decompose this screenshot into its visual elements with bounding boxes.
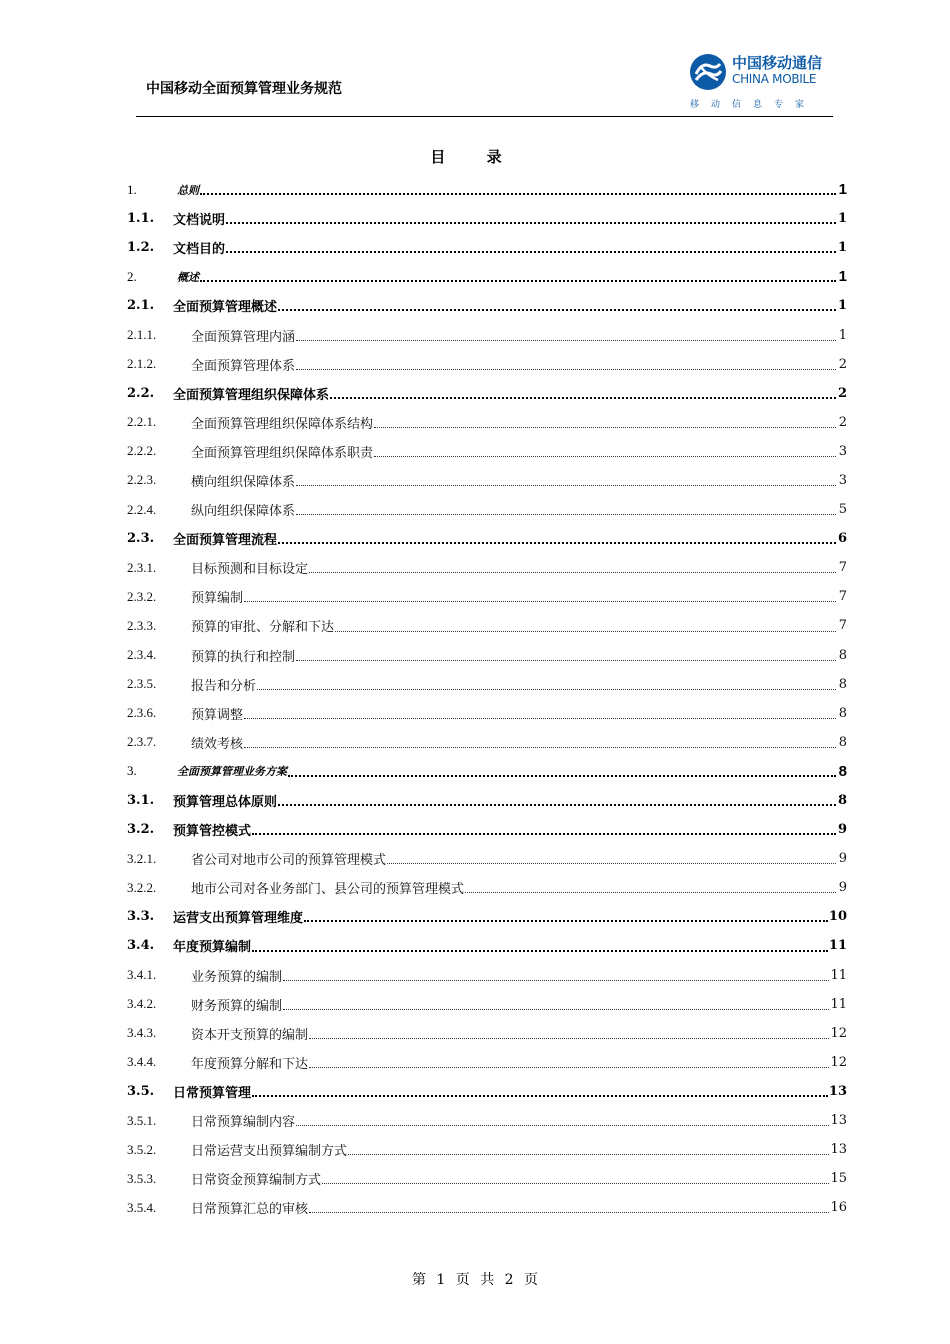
toc-dot-leader bbox=[252, 950, 828, 952]
toc-entry-page: 8 bbox=[838, 762, 847, 780]
toc-entry-page: 7 bbox=[838, 589, 847, 605]
toc-dot-leader bbox=[252, 1095, 828, 1097]
toc-entry[interactable] bbox=[127, 379, 847, 408]
toc-entry[interactable] bbox=[127, 844, 847, 873]
toc-dot-leader bbox=[200, 193, 836, 195]
toc-entry[interactable] bbox=[127, 204, 847, 233]
toc-entry-title: 日常运营支出预算编制方式 bbox=[191, 1144, 348, 1160]
toc-entry-page: 8 bbox=[838, 705, 847, 721]
toc-entry-title: 年度预算分解和下达 bbox=[191, 1056, 309, 1072]
toc-entry-title: 全面预算管理组织保障体系职责 bbox=[191, 445, 374, 461]
toc-entry[interactable] bbox=[127, 437, 847, 466]
toc-entry-number: 1.2. bbox=[127, 240, 155, 256]
toc-entry[interactable] bbox=[127, 175, 847, 204]
toc-entry-title: 概述 bbox=[177, 270, 199, 284]
toc-dot-leader bbox=[244, 718, 836, 719]
toc-entry-title: 总则 bbox=[177, 183, 199, 197]
toc-entry-page: 9 bbox=[838, 851, 847, 867]
toc-entry-page: 2 bbox=[838, 356, 847, 372]
toc-entry-number: 2.3.2. bbox=[127, 588, 157, 604]
toc-entry-title: 预算编制 bbox=[191, 591, 244, 607]
toc-entry-title: 资本开支预算的编制 bbox=[191, 1027, 309, 1043]
toc-entry-page: 1 bbox=[837, 298, 847, 314]
toc-entry-number: 3.2. bbox=[127, 822, 155, 838]
toc-entry-number: 2.3.4. bbox=[127, 647, 157, 663]
toc-entry-page: 12 bbox=[830, 1025, 847, 1041]
toc-entry-title: 文档目的 bbox=[173, 242, 226, 258]
toc-dot-leader bbox=[288, 775, 836, 777]
toc-entry-number: 3.5.2. bbox=[127, 1141, 157, 1157]
toc-entry[interactable] bbox=[127, 670, 847, 699]
toc-entry-title: 业务预算的编制 bbox=[191, 969, 283, 985]
toc-entry[interactable] bbox=[127, 1048, 847, 1077]
toc-entry-number: 3.5.1. bbox=[127, 1112, 157, 1128]
toc-entry[interactable] bbox=[127, 1077, 847, 1106]
toc-entry-page: 12 bbox=[830, 1054, 847, 1070]
china-mobile-logo-icon bbox=[688, 52, 728, 92]
toc-entry[interactable] bbox=[127, 815, 847, 844]
document-title: 中国移动全面预算管理业务规范 bbox=[146, 81, 342, 97]
toc-entry-page: 15 bbox=[830, 1171, 847, 1187]
toc-entry-number: 3.3. bbox=[127, 909, 155, 925]
toc-entry-title: 省公司对地市公司的预算管理模式 bbox=[191, 853, 387, 869]
toc-entry[interactable] bbox=[127, 902, 847, 931]
toc-entry-title: 全面预算管理流程 bbox=[173, 533, 278, 549]
toc-entry-number: 1.1. bbox=[127, 211, 155, 227]
toc-entry-page: 13 bbox=[828, 1083, 847, 1099]
page-footer: 第 1 页 共 2 页 bbox=[411, 1272, 539, 1288]
toc-entry-title: 预算的执行和控制 bbox=[191, 649, 296, 665]
toc-entry-number: 3.4.3. bbox=[127, 1025, 157, 1041]
toc-dot-leader bbox=[296, 1125, 829, 1126]
toc-entry[interactable] bbox=[127, 1135, 847, 1164]
toc-dot-leader bbox=[244, 747, 836, 748]
toc-entry-number: 3.4. bbox=[127, 938, 155, 954]
toc-entry-title: 日常预算编制内容 bbox=[191, 1115, 296, 1131]
toc-entry-number: 3.2.1. bbox=[127, 850, 157, 866]
toc-entry-page: 8 bbox=[838, 734, 847, 750]
toc-entry-number: 3.5.3. bbox=[127, 1170, 157, 1186]
toc-entry-title: 全面预算管理组织保障体系 bbox=[173, 387, 330, 403]
toc-entry[interactable] bbox=[127, 350, 847, 379]
toc-entry-page: 1 bbox=[838, 268, 847, 286]
toc-entry-title: 纵向组织保障体系 bbox=[191, 504, 296, 520]
toc-entry-title: 预算管控模式 bbox=[173, 824, 252, 840]
toc-entry-title: 日常预算汇总的审核 bbox=[191, 1202, 309, 1218]
toc-entry-title: 日常预算管理 bbox=[173, 1085, 252, 1101]
toc-dot-leader bbox=[309, 1038, 829, 1039]
toc-entry-title: 全面预算管理概述 bbox=[173, 300, 278, 316]
toc-dot-leader bbox=[387, 863, 836, 864]
toc-entry-page: 2 bbox=[837, 385, 847, 401]
toc-entry-page: 1 bbox=[837, 240, 847, 256]
toc-dot-leader bbox=[257, 689, 836, 690]
toc-entry-page: 2 bbox=[838, 414, 847, 430]
toc-entry-number: 3. bbox=[127, 763, 137, 779]
toc-dot-leader bbox=[322, 1183, 829, 1184]
page-header bbox=[136, 44, 833, 117]
toc-entry-page: 13 bbox=[830, 1113, 847, 1129]
toc-entry-number: 3.4.1. bbox=[127, 967, 157, 983]
toc-entry-page: 16 bbox=[830, 1200, 847, 1216]
toc-entry[interactable] bbox=[127, 786, 847, 815]
logo-english-text: CHINA MOBILE bbox=[732, 72, 817, 86]
toc-entry[interactable] bbox=[127, 961, 847, 990]
toc-entry-title: 日常资金预算编制方式 bbox=[191, 1173, 322, 1189]
toc-dot-leader bbox=[309, 1067, 829, 1068]
toc-dot-leader bbox=[252, 833, 836, 835]
toc-dot-leader bbox=[296, 485, 836, 486]
toc-entry-title: 绩效考核 bbox=[191, 736, 244, 752]
toc-dot-leader bbox=[278, 804, 836, 806]
toc-entry-page: 11 bbox=[830, 967, 847, 983]
toc-entry-number: 2.1.2. bbox=[127, 356, 157, 372]
toc-entry[interactable] bbox=[127, 291, 847, 320]
toc-entry-title: 预算调整 bbox=[191, 707, 244, 723]
toc-entry[interactable] bbox=[127, 699, 847, 728]
toc-dot-leader bbox=[200, 280, 836, 282]
toc-entry-page: 7 bbox=[838, 560, 847, 576]
toc-entry-title: 全面预算管理业务方案 bbox=[177, 765, 287, 779]
toc-entry[interactable] bbox=[127, 553, 847, 582]
toc-dot-leader bbox=[374, 456, 836, 457]
toc-heading: 目 录 bbox=[430, 148, 520, 166]
toc-dot-leader bbox=[335, 631, 836, 632]
toc-entry-title: 文档说明 bbox=[173, 213, 226, 229]
toc-entry-number: 3.4.2. bbox=[127, 996, 157, 1012]
toc-entry-title: 年度预算编制 bbox=[173, 940, 252, 956]
toc-entry[interactable] bbox=[127, 495, 847, 524]
toc-dot-leader bbox=[296, 340, 836, 341]
toc-entry[interactable] bbox=[127, 641, 847, 670]
toc-entry-number: 2. bbox=[127, 268, 137, 284]
toc-entry-number: 3.4.4. bbox=[127, 1054, 157, 1070]
toc-dot-leader bbox=[330, 397, 836, 399]
toc-entry-number: 3.5. bbox=[127, 1083, 155, 1099]
logo-chinese-text: 中国移动通信 bbox=[732, 54, 823, 72]
toc-entry[interactable] bbox=[127, 1019, 847, 1048]
toc-entry-number: 3.5.4. bbox=[127, 1199, 157, 1215]
toc-entry-page: 13 bbox=[830, 1142, 847, 1158]
toc-entry[interactable] bbox=[127, 1164, 847, 1193]
toc-entry[interactable] bbox=[127, 728, 847, 757]
table-of-contents bbox=[127, 175, 847, 1222]
toc-dot-leader bbox=[348, 1154, 829, 1155]
toc-entry-title: 运营支出预算管理维度 bbox=[173, 911, 304, 927]
toc-entry-page: 9 bbox=[837, 822, 847, 838]
toc-entry[interactable] bbox=[127, 1106, 847, 1135]
toc-entry-page: 1 bbox=[838, 181, 847, 199]
toc-entry-page: 3 bbox=[838, 472, 847, 488]
toc-entry-title: 全面预算管理内涵 bbox=[191, 329, 296, 345]
toc-entry-number: 2.3.1. bbox=[127, 559, 157, 575]
toc-entry-title: 地市公司对各业务部门、县公司的预算管理模式 bbox=[191, 882, 465, 898]
toc-dot-leader bbox=[309, 1212, 829, 1213]
toc-entry-number: 2.2.3. bbox=[127, 472, 157, 488]
toc-entry-number: 2.3.7. bbox=[127, 734, 157, 750]
toc-entry-title: 预算管理总体原则 bbox=[173, 795, 278, 811]
toc-dot-leader bbox=[283, 980, 829, 981]
toc-entry[interactable] bbox=[127, 466, 847, 495]
toc-entry[interactable] bbox=[127, 262, 847, 291]
toc-entry-title: 全面预算管理组织保障体系结构 bbox=[191, 416, 374, 432]
toc-entry-number: 2.2.2. bbox=[127, 443, 157, 459]
toc-entry-number: 1. bbox=[127, 181, 137, 197]
toc-entry[interactable] bbox=[127, 582, 847, 611]
toc-entry[interactable] bbox=[127, 1193, 847, 1222]
toc-entry-title: 报告和分析 bbox=[191, 678, 257, 694]
toc-entry-page: 5 bbox=[838, 502, 847, 518]
toc-entry-page: 8 bbox=[838, 647, 847, 663]
toc-dot-leader bbox=[226, 251, 836, 253]
toc-entry-page: 11 bbox=[830, 996, 847, 1012]
logo-slogan: 移动信息专家 bbox=[690, 100, 817, 110]
toc-entry-page: 1 bbox=[837, 211, 847, 227]
toc-entry-number: 2.3.3. bbox=[127, 617, 157, 633]
china-mobile-logo bbox=[688, 50, 833, 110]
toc-entry-number: 2.1. bbox=[127, 298, 155, 314]
toc-entry-number: 3.1. bbox=[127, 793, 155, 809]
toc-entry-number: 3.2.2. bbox=[127, 879, 157, 895]
toc-entry-number: 2.3. bbox=[127, 531, 155, 547]
toc-dot-leader bbox=[226, 222, 836, 224]
toc-dot-leader bbox=[283, 1009, 829, 1010]
toc-dot-leader bbox=[296, 369, 836, 370]
toc-entry-page: 8 bbox=[838, 676, 847, 692]
toc-entry-title: 目标预测和目标设定 bbox=[191, 562, 309, 578]
toc-entry-number: 2.3.6. bbox=[127, 705, 157, 721]
toc-entry[interactable] bbox=[127, 873, 847, 902]
toc-entry[interactable] bbox=[127, 320, 847, 349]
toc-entry[interactable] bbox=[127, 931, 847, 960]
toc-entry[interactable] bbox=[127, 611, 847, 640]
toc-entry-number: 2.2.1. bbox=[127, 414, 157, 430]
toc-entry-title: 横向组织保障体系 bbox=[191, 474, 296, 490]
toc-entry-page: 9 bbox=[838, 880, 847, 896]
toc-entry-page: 11 bbox=[828, 938, 847, 954]
toc-entry[interactable] bbox=[127, 524, 847, 553]
toc-entry-page: 3 bbox=[838, 443, 847, 459]
toc-entry-page: 10 bbox=[828, 909, 847, 925]
toc-entry-page: 8 bbox=[837, 793, 847, 809]
toc-dot-leader bbox=[278, 309, 836, 311]
toc-dot-leader bbox=[304, 920, 828, 922]
toc-entry-title: 全面预算管理体系 bbox=[191, 358, 296, 374]
toc-dot-leader bbox=[278, 542, 836, 544]
toc-dot-leader bbox=[244, 601, 836, 602]
toc-entry-number: 2.1.1. bbox=[127, 327, 157, 343]
toc-dot-leader bbox=[309, 572, 836, 573]
toc-dot-leader bbox=[296, 514, 836, 515]
toc-entry-title: 预算的审批、分解和下达 bbox=[191, 620, 335, 636]
toc-entry-page: 1 bbox=[838, 327, 847, 343]
toc-entry[interactable] bbox=[127, 757, 847, 786]
toc-dot-leader bbox=[465, 892, 836, 893]
toc-entry-number: 2.3.5. bbox=[127, 676, 157, 692]
toc-entry[interactable] bbox=[127, 233, 847, 262]
toc-entry-number: 2.2. bbox=[127, 385, 155, 401]
toc-entry-page: 7 bbox=[838, 618, 847, 634]
toc-entry-page: 6 bbox=[837, 531, 847, 547]
toc-dot-leader bbox=[296, 660, 836, 661]
toc-entry-title: 财务预算的编制 bbox=[191, 998, 283, 1014]
toc-entry-number: 2.2.4. bbox=[127, 501, 157, 517]
toc-entry[interactable] bbox=[127, 990, 847, 1019]
toc-dot-leader bbox=[374, 427, 836, 428]
toc-entry[interactable] bbox=[127, 408, 847, 437]
